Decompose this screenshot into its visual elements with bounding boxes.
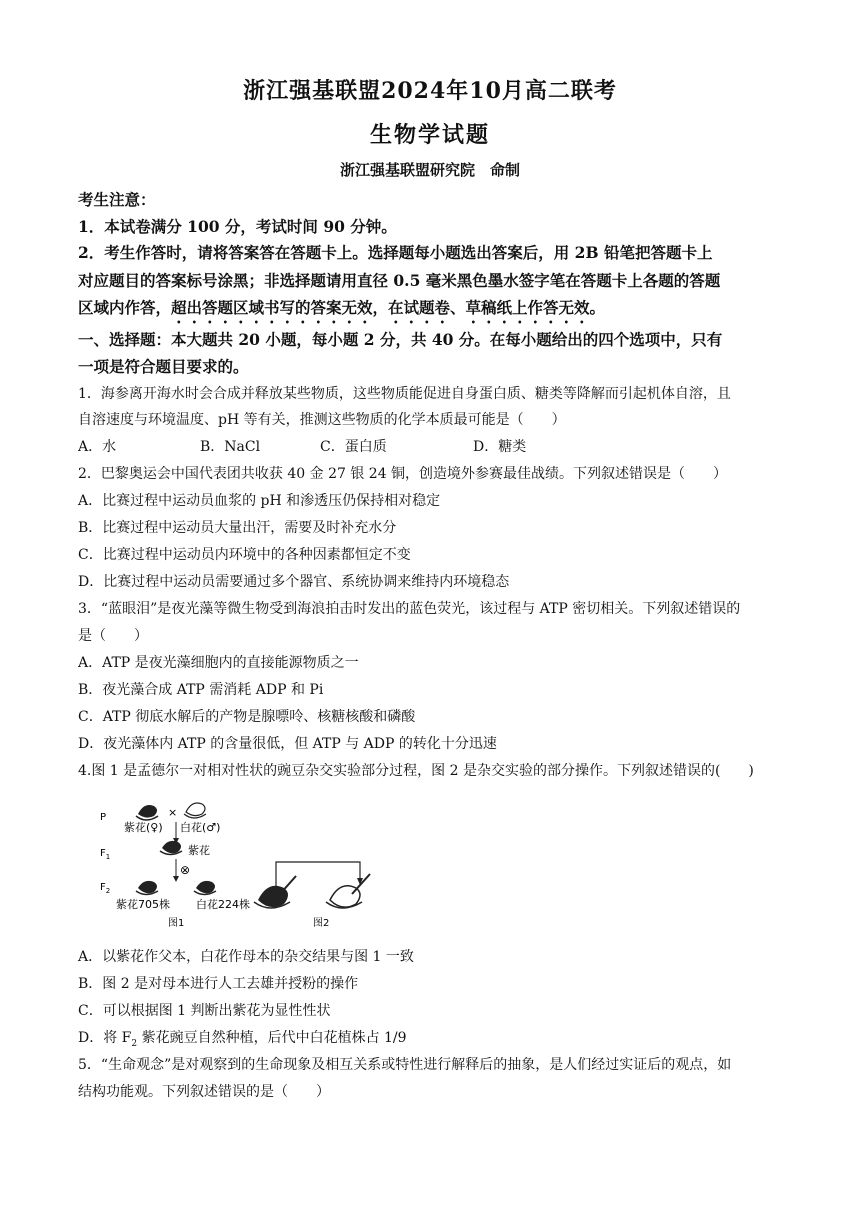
p-generation-label: P: [100, 812, 107, 823]
notice-item-2-line-3: [78, 296, 788, 327]
f2-white-flower-icon: [194, 881, 216, 895]
pollination-flower-icon: [326, 874, 370, 908]
f2-white-count: 白花224株: [196, 898, 250, 911]
figure-1-caption: 图1: [168, 918, 185, 929]
q4-option-c: C．可以根据图 1 判断出紫花为显性性状: [78, 1003, 331, 1019]
q4-option-a: A．以紫花作父本，白花作母本的杂交结果与图 1 一致: [78, 949, 414, 965]
q5-stem-line-2: 结构功能观。下列叙述错误的是（ ）: [78, 1084, 330, 1100]
figure-2-caption: 图2: [313, 918, 330, 929]
pea-cross-diagram: [98, 798, 388, 933]
q2-option-c: C．比赛过程中运动员内环境中的各种因素都恒定不变: [78, 547, 411, 563]
q3-stem-line-2: 是（ ）: [78, 628, 148, 644]
self-arrow-head: [173, 876, 179, 882]
exam-author: 浙江强基联盟研究院 命制: [339, 161, 520, 179]
q4-option-d-subscript: 2: [131, 1038, 138, 1049]
q3-stem-line-1: 3．“蓝眼泪”是夜光藻等微生物受到海浪拍击时发出的蓝色荧光，该过程与 ATP 密切相关。下列叙述错误的: [78, 601, 741, 617]
q1-option-a: A．水: [78, 439, 117, 455]
q3-option-d: D．夜光藻体内 ATP 的含量很低，但 ATP 与 ADP 的转化十分迅速: [78, 736, 497, 752]
q2-option-a: A．比赛过程中运动员血浆的 pH 和渗透压仍保持相对稳定: [78, 493, 441, 509]
q1-option-d: D．糖类: [473, 439, 527, 455]
q4-option-b: B．图 2 是对母本进行人工去雄并授粉的操作: [78, 976, 359, 992]
q4-stem: 4.图 1 是孟德尔一对相对性状的豌豆杂交实验部分过程，图 2 是杂交实验的部分操作。下列叙述错误的( ): [78, 763, 754, 779]
q4-figure: [98, 798, 388, 933]
notice-item-2-line-2: 对应题目的答案标号涂黑；非选择题请用直径 0.5 毫米黑色墨水签字笔在答题卡上各题的答题: [78, 271, 721, 290]
notice-item-1: 1．本试卷满分 100 分，考试时间 90 分钟。: [78, 217, 397, 236]
section-heading-line-2: 一项是符合题目要求的。: [78, 357, 249, 376]
notice-period: 。: [589, 298, 606, 317]
white-flower-icon: [184, 803, 206, 818]
q3-option-a: A．ATP 是夜光藻细胞内的直接能源物质之一: [78, 655, 359, 671]
emasculation-flower-icon: [254, 876, 296, 908]
q4-option-d-prefix: D．将 F: [78, 1030, 132, 1046]
f2-generation-label: $F_2$: [100, 882, 111, 895]
exam-title: 浙江强基联盟2024年10月高二联考: [243, 78, 617, 104]
q5-stem-line-1: 5．“生命观念”是对观察到的生命现象及相互关系或特性进行解释后的抽象，是人们经过实证后的观点，如: [78, 1057, 732, 1073]
f1-purple-label: 紫花: [188, 844, 210, 857]
q4-option-d-text: 紫花豌豆自然种植，后代中白花植株占 1/9: [137, 1030, 407, 1046]
purple-female-label: 紫花(♀): [124, 821, 163, 834]
white-male-label: 白花(♂): [180, 821, 221, 834]
q2-option-b: B．比赛过程中运动员大量出汗，需要及时补充水分: [78, 520, 397, 536]
emphasized-notice-text: 超出答题区域书写的答案无效，在试题卷、草稿纸上作答无效: [171, 298, 590, 317]
self-symbol: ⊗: [180, 863, 191, 877]
f1-purple-flower-icon: [160, 841, 182, 855]
q3-option-c: C．ATP 彻底水解后的产物是腺嘌呤、核糖核酸和磷酸: [78, 709, 416, 725]
notice-text: 区域内作答，: [78, 298, 172, 317]
notice-item-2-line-1: 2．考生作答时，请将答案答在答题卡上。选择题每小题选出答案后，用 2B 铅笔把答题卡上: [78, 243, 713, 262]
f1-generation-label: $F_1$: [100, 848, 111, 861]
q1-stem-line-2: 自溶速度与环境温度、pH 等有关，推测这些物质的化学本质最可能是（ ）: [78, 412, 566, 428]
q1-option-c: C．蛋白质: [320, 439, 387, 455]
q4-option-d: [78, 1027, 788, 1049]
q2-option-d: D．比赛过程中运动员需要通过多个器官、系统协调来维持内环境稳态: [78, 574, 510, 590]
f2-purple-flower-icon: [136, 881, 158, 895]
exam-subject: 生物学试题: [369, 122, 490, 148]
notice-heading: 考生注意：: [78, 190, 156, 209]
q3-option-b: B．夜光藻合成 ATP 需消耗 ADP 和 Pi: [78, 682, 324, 698]
q2-stem: 2．巴黎奥运会中国代表团共收获 40 金 27 银 24 铜，创造境外参赛最佳战绩。下列叙述错误是（ ）: [78, 466, 728, 482]
q1-option-b: B．NaCl: [200, 439, 261, 455]
q1-stem-line-1: 1．海参离开海水时会合成并释放某些物质，这些物质能促进自身蛋白质、糖类等降解而引起机体自溶，且: [78, 386, 731, 402]
section-heading-line-1: 一、选择题：本大题共 20 小题，每小题 2 分，共 40 分。在每小题给出的四个选项中，只有: [78, 330, 723, 349]
f2-purple-count: 紫花705株: [116, 898, 170, 911]
cross-symbol: ×: [168, 806, 178, 819]
purple-flower-icon: [136, 805, 158, 820]
